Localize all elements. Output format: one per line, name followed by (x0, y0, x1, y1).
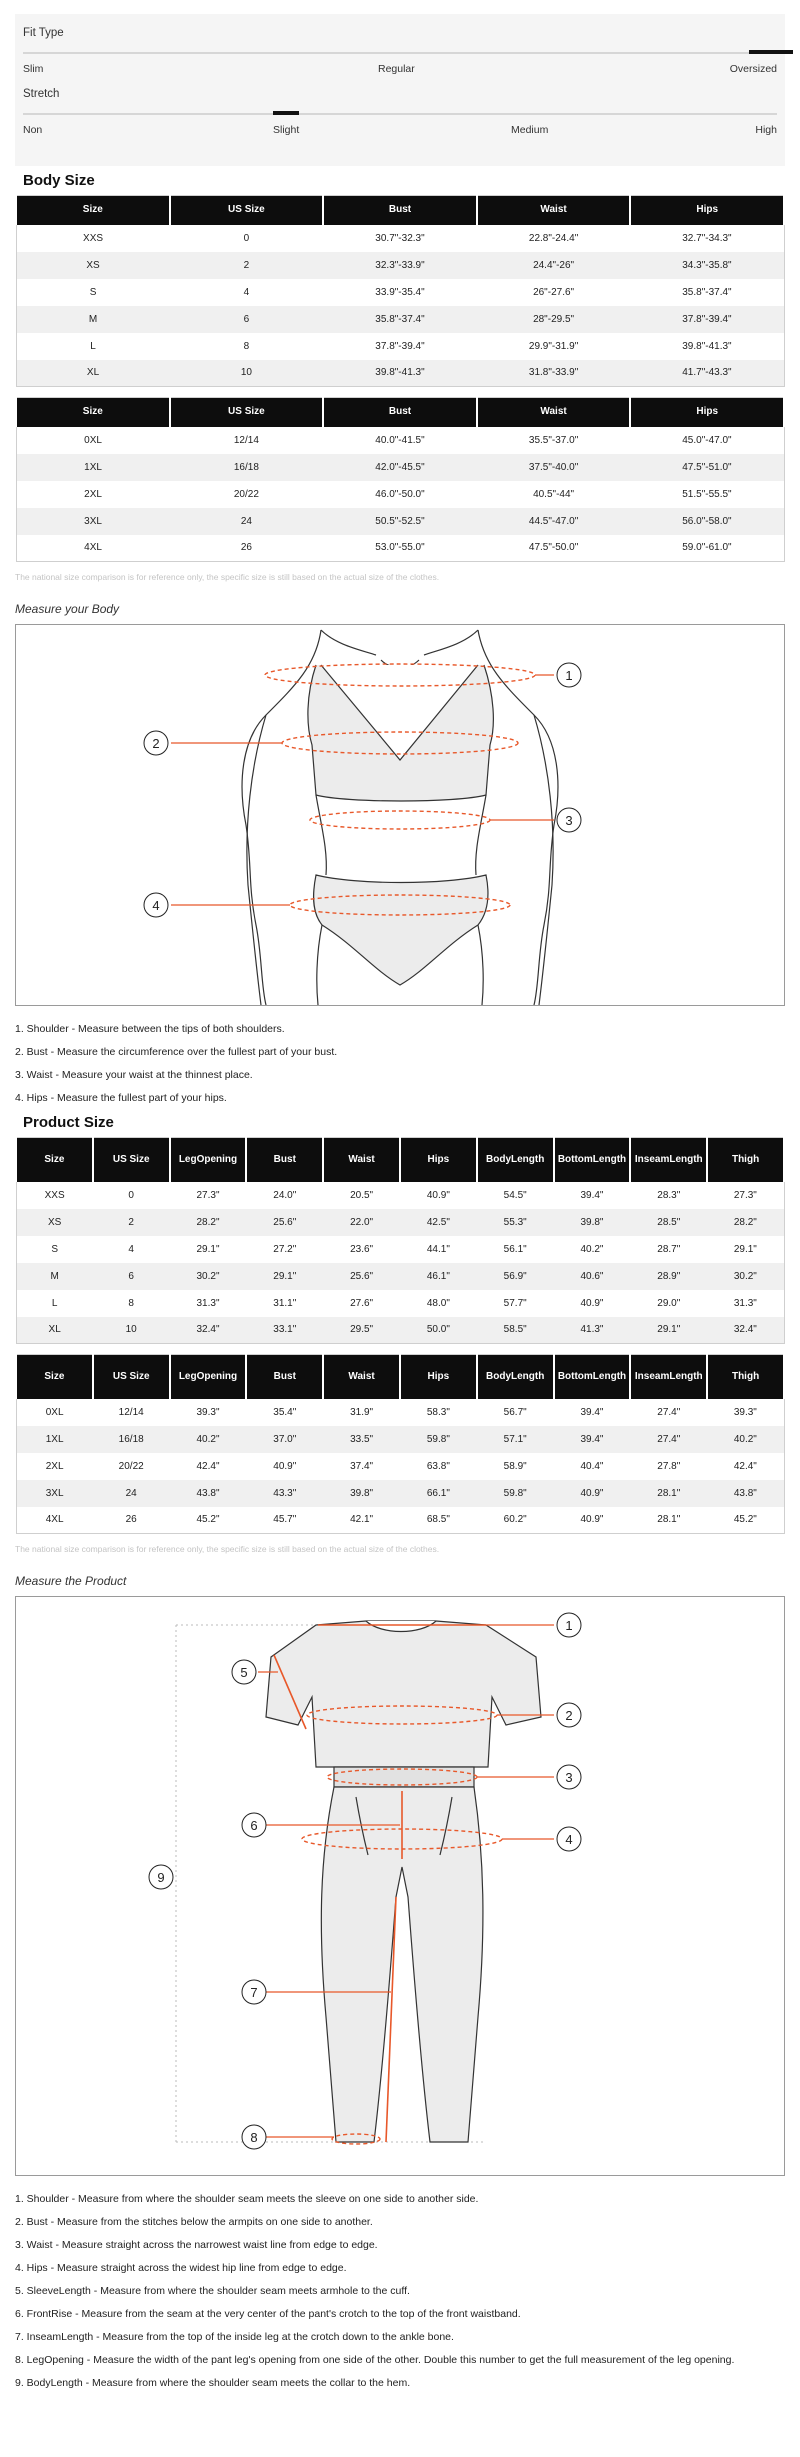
table-cell: 22.8"-24.4" (528, 232, 579, 244)
table-cell: 20/22 (233, 488, 259, 500)
table-cell: 4 (128, 1243, 134, 1255)
table-cell: 33.5" (323, 1426, 400, 1453)
product-step-8: 8. LegOpening - Measure the width of the pant leg's opening from one side of the other. Double this number to get the full measurement of the leg opening. (15, 2354, 735, 2366)
body-step-3: 3. Waist - Measure your waist at the thinnest place. (15, 1069, 253, 1081)
product-step-9: 9. BodyLength - Measure from where the shoulder seam meets the collar to the hem. (15, 2377, 411, 2389)
product-marker-2: 2 (565, 1708, 573, 1723)
marker-label-3: 3 (565, 813, 573, 828)
product-size-plus-header-3: Bust (246, 1355, 323, 1399)
table-cell: 28.3" (657, 1189, 681, 1201)
body-step-2: 2. Bust - Measure the circumference over the fullest part of your bust. (15, 1046, 338, 1058)
product-step-5: 5. SleeveLength - Measure from where the shoulder seam meets armhole to the cuff. (15, 2285, 410, 2297)
table-cell: 29.5" (323, 1317, 400, 1344)
table-row (16, 1480, 784, 1507)
table-cell: 32.7"-34.3" (682, 232, 732, 244)
product-size-plus-header-5: Hips (400, 1355, 477, 1399)
table-row (16, 1507, 784, 1534)
table-cell: 25.6" (246, 1209, 323, 1236)
table-row (16, 1290, 784, 1317)
table-cell: 29.0" (657, 1297, 681, 1309)
table-row (16, 1317, 784, 1344)
table-cell: XL (16, 360, 170, 387)
table-cell: 30.2" (170, 1263, 247, 1290)
table-cell: 24 (93, 1480, 170, 1507)
product-marker-1: 1 (565, 1618, 573, 1633)
table-cell: 31.3" (196, 1297, 220, 1309)
table-row (16, 360, 784, 387)
table-cell: 47.5"-50.0" (528, 542, 579, 554)
table-row (16, 1263, 784, 1290)
product-size-header-8: InseamLength (630, 1138, 707, 1182)
table-cell: 33.9"-35.4" (375, 286, 425, 298)
product-marker-6: 6 (250, 1818, 258, 1833)
table-cell: 26 (125, 1514, 137, 1526)
table-cell: 29.1" (733, 1243, 757, 1255)
table-cell: 59.8" (477, 1480, 554, 1507)
table-cell: 40.9" (580, 1514, 604, 1526)
body-size-plus-header-0: Size (16, 398, 170, 427)
table-cell: 40.2" (170, 1426, 247, 1453)
table-cell: 2 (93, 1209, 170, 1236)
table-cell: 46.0"-50.0" (375, 488, 425, 500)
table-cell: 16/18 (170, 454, 324, 481)
table-row (16, 1209, 784, 1236)
table-row (16, 1399, 784, 1426)
product-marker-7: 7 (250, 1985, 258, 2000)
table-cell: 27.2" (273, 1243, 297, 1255)
table-cell: 27.4" (657, 1406, 681, 1418)
table-cell: 28.5" (630, 1209, 707, 1236)
table-cell: 39.8"-41.3" (682, 340, 732, 352)
table-cell: 45.2" (196, 1514, 220, 1526)
product-size-header-7: BottomLength (554, 1138, 631, 1182)
stretch-scale (23, 124, 777, 148)
table-cell: 39.3" (733, 1406, 757, 1418)
table-cell: 40.6" (554, 1263, 631, 1290)
table-row (16, 333, 784, 360)
product-marker-3: 3 (565, 1770, 573, 1785)
table-cell: 28.7" (657, 1243, 681, 1255)
table-cell: 6 (170, 306, 324, 333)
table-cell: 31.3" (733, 1297, 757, 1309)
table-cell: 39.8" (323, 1480, 400, 1507)
table-cell: 56.9" (477, 1263, 554, 1290)
body-size-header-4: Hips (630, 196, 784, 225)
table-cell: 51.5"-55.5" (682, 488, 732, 500)
table-row (16, 1182, 784, 1209)
fit-type-label: Fit Type (23, 27, 64, 39)
table-cell: 40.2" (707, 1426, 784, 1453)
table-cell: 37.8"-39.4" (375, 340, 425, 352)
table-cell: 0 (243, 232, 250, 244)
table-cell: XL (16, 1317, 93, 1344)
table-cell: 28"-29.5" (477, 306, 631, 333)
product-step-6: 6. FrontRise - Measure from the seam at the very center of the pant's crotch to the top of the front waistband. (15, 2308, 521, 2320)
table-cell: 42.0"-45.5" (323, 454, 477, 481)
product-size-plus-header-4: Waist (323, 1355, 400, 1399)
table-cell: 27.4" (630, 1426, 707, 1453)
product-size-header-3: Bust (246, 1138, 323, 1182)
body-size-table-plus (15, 397, 785, 562)
table-cell: 27.3" (733, 1189, 757, 1201)
table-cell: 42.5" (400, 1209, 477, 1236)
body-size-plus-header-4: Hips (630, 398, 784, 427)
stretch-option-slight: Slight (273, 124, 300, 136)
marker-label-2: 2 (152, 736, 160, 751)
table-cell: 57.1" (477, 1426, 554, 1453)
product-size-plus-header-8: InseamLength (630, 1355, 707, 1399)
table-cell: 35.8"-37.4" (323, 306, 477, 333)
table-cell: 60.2" (503, 1514, 527, 1526)
fit-panel (15, 14, 785, 166)
table-cell: 20.5" (350, 1189, 374, 1201)
table-cell: 24.0" (273, 1189, 297, 1201)
table-cell: L (51, 1297, 58, 1309)
table-cell: L (90, 340, 96, 352)
table-cell: 55.3" (477, 1209, 554, 1236)
table-cell: 42.4" (733, 1460, 757, 1472)
table-cell: 39.8" (554, 1209, 631, 1236)
product-measure-figure (15, 1596, 785, 2176)
body-size-note: The national size comparison is for reference only, the specific size is still based on the actual size of the clothes. (15, 572, 440, 582)
table-cell: 45.7" (273, 1514, 297, 1526)
table-cell: 20/22 (118, 1460, 144, 1472)
table-cell: 39.8"-41.3" (323, 360, 477, 387)
table-cell: 28.1" (630, 1480, 707, 1507)
table-cell: 57.7" (503, 1297, 527, 1309)
table-cell: 39.3" (196, 1406, 220, 1418)
table-cell: 37.4" (350, 1460, 374, 1472)
table-cell: 2XL (84, 488, 102, 500)
table-cell: 40.0"-41.5" (375, 434, 425, 446)
table-cell: 35.8"-37.4" (682, 286, 732, 298)
product-size-header-4: Waist (323, 1138, 400, 1182)
table-cell: 29.9"-31.9" (528, 340, 579, 352)
fit-type-indicator (749, 50, 793, 54)
table-row (16, 1426, 784, 1453)
table-cell: 24.4"-26" (477, 252, 631, 279)
table-cell: 0XL (45, 1406, 64, 1418)
stretch-option-medium: Medium (511, 124, 549, 136)
measure-product-title: Measure the Product (15, 1574, 127, 1588)
table-cell: 40.9" (273, 1460, 297, 1472)
table-cell: S (89, 286, 97, 298)
fit-type-track (23, 52, 777, 54)
table-cell: 29.1" (246, 1263, 323, 1290)
table-cell: 27.6" (350, 1297, 374, 1309)
table-cell: 26"-27.6" (533, 286, 575, 298)
table-cell: 28.2" (170, 1209, 247, 1236)
product-marker-9: 9 (157, 1870, 165, 1885)
table-cell: 10 (170, 360, 324, 387)
table-cell: 31.8"-33.9" (477, 360, 631, 387)
product-size-title: Product Size (23, 1114, 114, 1131)
product-step-4: 4. Hips - Measure straight across the widest hip line from edge to edge. (15, 2262, 347, 2274)
product-step-3: 3. Waist - Measure straight across the narrowest waist line from edge to edge. (15, 2239, 378, 2251)
table-cell: 35.4" (273, 1406, 297, 1418)
product-size-plus-header-0: Size (16, 1355, 93, 1399)
table-row (16, 481, 784, 508)
table-cell: 42.4" (196, 1460, 220, 1472)
table-cell: 2XL (45, 1460, 64, 1472)
measure-body-title: Measure your Body (15, 602, 120, 616)
measure-body-steps (15, 1018, 785, 1110)
table-cell: 3XL (16, 1480, 93, 1507)
table-cell: 56.1" (503, 1243, 527, 1255)
table-cell: 43.8" (170, 1480, 247, 1507)
table-cell: 35.5"-37.0" (528, 434, 579, 446)
body-step-4: 4. Hips - Measure the fullest part of your hips. (15, 1092, 227, 1104)
product-step-2: 2. Bust - Measure from the stitches below the armpits on one side to another. (15, 2216, 373, 2228)
product-step-7: 7. InseamLength - Measure from the top of the inside leg at the crotch down to the ankle bone. (15, 2331, 454, 2343)
table-cell: 12/14 (233, 434, 259, 446)
table-cell: 37.0" (246, 1426, 323, 1453)
table-cell: 28.1" (657, 1514, 681, 1526)
fit-option-regular: Regular (378, 63, 415, 75)
product-step-1: 1. Shoulder - Measure from where the shoulder seam meets the sleeve on one side to another side. (15, 2193, 479, 2205)
table-cell: 23.6" (350, 1243, 374, 1255)
product-size-table-plus (15, 1354, 785, 1534)
table-cell: 1XL (16, 1426, 93, 1453)
stretch-label: Stretch (23, 88, 60, 100)
product-size-header-9: Thigh (707, 1138, 784, 1182)
table-cell: M (16, 306, 170, 333)
table-cell: 40.9" (554, 1480, 631, 1507)
table-cell: 8 (243, 340, 250, 352)
body-size-header-0: Size (16, 196, 170, 225)
table-cell: M (16, 1263, 93, 1290)
table-cell: 40.4" (580, 1460, 604, 1472)
table-cell: 31.1" (273, 1297, 297, 1309)
body-size-plus-header-1: US Size (170, 398, 324, 427)
measure-product-steps (15, 2188, 785, 2395)
table-cell: 46.1" (400, 1263, 477, 1290)
body-size-header-2: Bust (323, 196, 477, 225)
table-cell: 40.9" (426, 1189, 450, 1201)
table-cell: 6 (93, 1263, 170, 1290)
table-cell: 33.1" (246, 1317, 323, 1344)
table-cell: 41.3" (554, 1317, 631, 1344)
table-cell: 45.0"-47.0" (682, 434, 732, 446)
table-cell: 30.2" (707, 1263, 784, 1290)
product-marker-4: 4 (565, 1832, 573, 1847)
table-cell: 27.8" (657, 1460, 681, 1472)
body-size-plus-header-2: Bust (323, 398, 477, 427)
table-cell: 59.8" (400, 1426, 477, 1453)
product-size-table-regular (15, 1137, 785, 1344)
product-size-plus-header-9: Thigh (707, 1355, 784, 1399)
table-cell: XS (16, 252, 170, 279)
table-cell: 28.9" (630, 1263, 707, 1290)
body-size-title: Body Size (23, 172, 95, 189)
body-illustration (16, 625, 784, 1005)
table-row (16, 225, 784, 252)
product-marker-5: 5 (240, 1665, 248, 1680)
table-cell: 32.4" (170, 1317, 247, 1344)
product-size-plus-header-7: BottomLength (554, 1355, 631, 1399)
body-step-1: 1. Shoulder - Measure between the tips of both shoulders. (15, 1023, 285, 1035)
product-size-header-2: LegOpening (170, 1138, 247, 1182)
product-size-plus-header-2: LegOpening (170, 1355, 247, 1399)
table-row (16, 306, 784, 333)
product-size-header-1: US Size (93, 1138, 170, 1182)
table-cell: 27.3" (196, 1189, 220, 1201)
table-cell: 44.5"-47.0" (477, 508, 631, 535)
product-size-header-0: Size (16, 1138, 93, 1182)
table-cell: 56.0"-58.0" (630, 508, 784, 535)
table-cell: 30.7"-32.3" (375, 232, 425, 244)
table-cell: 58.9" (503, 1460, 527, 1472)
table-cell: 40.2" (580, 1243, 604, 1255)
table-cell: 68.5" (426, 1514, 450, 1526)
marker-label-1: 1 (565, 668, 573, 683)
table-cell: 12/14 (118, 1406, 144, 1418)
product-size-header-6: BodyLength (477, 1138, 554, 1182)
table-cell: 59.0"-61.0" (682, 542, 732, 554)
table-cell: 8 (128, 1297, 134, 1309)
table-cell: 47.5"-51.0" (630, 454, 784, 481)
table-cell: 41.7"-43.3" (630, 360, 784, 387)
stretch-option-high: High (755, 124, 777, 136)
table-cell: 39.4" (554, 1426, 631, 1453)
body-size-table-regular (15, 195, 785, 387)
table-cell: 28.2" (707, 1209, 784, 1236)
fit-option-oversized: Oversized (729, 63, 777, 75)
table-row (16, 1453, 784, 1480)
jumpsuit-illustration (16, 1597, 784, 2175)
table-cell: 31.9" (350, 1406, 374, 1418)
fit-option-slim: Slim (23, 63, 44, 75)
table-cell: 53.0"-55.0" (375, 542, 425, 554)
table-cell: 66.1" (400, 1480, 477, 1507)
table-cell: 48.0" (426, 1297, 450, 1309)
table-cell: 39.4" (580, 1189, 604, 1201)
table-row (16, 454, 784, 481)
table-cell: 10 (93, 1317, 170, 1344)
table-cell: XXS (44, 1189, 65, 1201)
table-cell: 42.1" (350, 1514, 374, 1526)
table-cell: 0XL (84, 434, 102, 446)
table-cell: 29.1" (196, 1243, 220, 1255)
body-size-plus-header-3: Waist (477, 398, 631, 427)
table-cell: 39.4" (580, 1406, 604, 1418)
table-cell: 45.2" (733, 1514, 757, 1526)
table-cell: 25.6" (323, 1263, 400, 1290)
table-cell: 26 (240, 542, 252, 554)
table-cell: 4XL (84, 542, 102, 554)
stretch-option-non: Non (23, 124, 43, 136)
table-row (16, 252, 784, 279)
table-cell: XS (16, 1209, 93, 1236)
table-cell: 32.3"-33.9" (323, 252, 477, 279)
table-cell: 24 (170, 508, 324, 535)
table-cell: 50.0" (400, 1317, 477, 1344)
table-cell: 16/18 (93, 1426, 170, 1453)
table-cell: 29.1" (630, 1317, 707, 1344)
table-row (16, 535, 784, 562)
fit-type-scale (23, 63, 777, 87)
body-size-header-3: Waist (477, 196, 631, 225)
table-cell: XXS (83, 232, 104, 244)
stretch-indicator (273, 111, 299, 115)
table-row (16, 1236, 784, 1263)
table-cell: 37.5"-40.0" (477, 454, 631, 481)
table-cell: 58.3" (426, 1406, 450, 1418)
table-cell: 34.3"-35.8" (630, 252, 784, 279)
body-size-header-1: US Size (170, 196, 324, 225)
table-cell: 4 (243, 286, 250, 298)
table-cell: 58.5" (477, 1317, 554, 1344)
product-size-header-5: Hips (400, 1138, 477, 1182)
table-cell: 54.5" (503, 1189, 527, 1201)
table-cell: 43.8" (707, 1480, 784, 1507)
table-cell: 44.1" (426, 1243, 450, 1255)
product-size-note: The national size comparison is for reference only, the specific size is still based on the actual size of the clothes. (15, 1544, 440, 1554)
body-measure-figure (15, 624, 785, 1006)
table-cell: 3XL (16, 508, 170, 535)
table-cell: S (51, 1243, 58, 1255)
product-marker-8: 8 (250, 2130, 258, 2145)
table-cell: 40.5"-44" (533, 488, 575, 500)
marker-label-4: 4 (152, 898, 160, 913)
table-cell: 1XL (16, 454, 170, 481)
table-cell: 40.9" (580, 1297, 604, 1309)
table-cell: 2 (170, 252, 324, 279)
table-cell: 37.8"-39.4" (630, 306, 784, 333)
table-cell: 43.3" (246, 1480, 323, 1507)
table-cell: 22.0" (323, 1209, 400, 1236)
table-row (16, 427, 784, 454)
table-cell: 63.8" (426, 1460, 450, 1472)
product-size-plus-header-6: BodyLength (477, 1355, 554, 1399)
table-cell: 32.4" (707, 1317, 784, 1344)
table-cell: 4XL (45, 1514, 64, 1526)
table-cell: 0 (128, 1189, 134, 1201)
table-cell: 56.7" (503, 1406, 527, 1418)
table-cell: 50.5"-52.5" (323, 508, 477, 535)
product-size-plus-header-1: US Size (93, 1355, 170, 1399)
table-row (16, 508, 784, 535)
stretch-track (23, 113, 777, 115)
table-row (16, 279, 784, 306)
